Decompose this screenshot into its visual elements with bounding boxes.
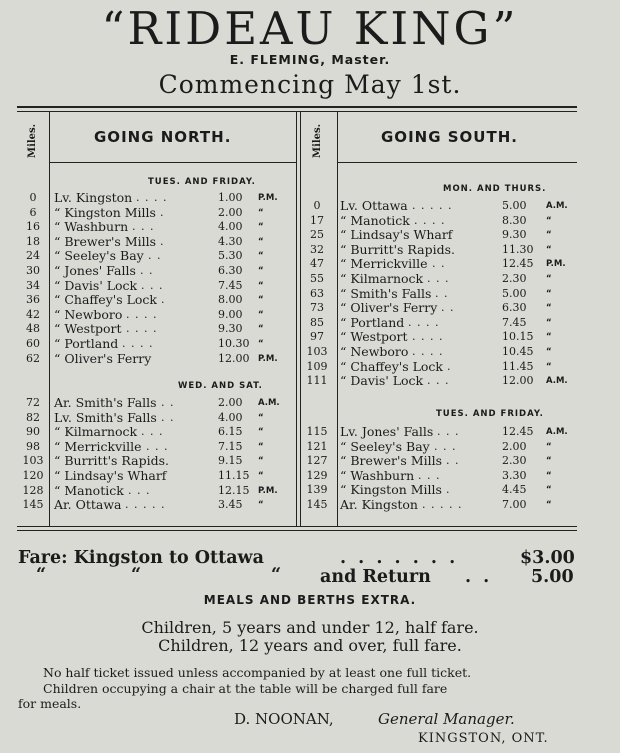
time-cell: 7.45 <box>502 315 527 329</box>
ampm-cell: “ <box>258 324 264 335</box>
miles-cell: 0 <box>29 191 37 204</box>
leader-dots: . . . <box>418 468 441 482</box>
leader-dots: . . . <box>146 439 169 453</box>
ampm-cell: “ <box>546 244 552 255</box>
heading-underline-north <box>49 162 296 163</box>
table-row <box>18 337 294 352</box>
table-row <box>302 243 578 258</box>
ampm-cell: A.M. <box>546 201 568 211</box>
ship-title: “RIDEAU KING” <box>101 2 519 55</box>
table-row <box>302 214 578 229</box>
ampm-cell: “ <box>258 456 264 467</box>
time-cell: 6.30 <box>218 264 243 277</box>
table-top-rule-2 <box>17 111 577 112</box>
fare-line-1-amount: $3.00 <box>520 548 575 568</box>
leader-dots: . . . <box>128 483 151 497</box>
miles-cell: 17 <box>310 213 324 227</box>
time-cell: 11.45 <box>502 359 534 373</box>
leader-dots: . . . . <box>412 345 444 358</box>
ampm-cell: P.M. <box>258 485 278 496</box>
ampm-cell: “ <box>546 347 552 357</box>
time-cell: 9.30 <box>218 322 243 336</box>
note-half-ticket: No half ticket issued unless accompanied by at least one full ticket. <box>43 665 472 680</box>
time-cell: 7.00 <box>502 498 527 511</box>
ampm-cell: “ <box>546 230 552 241</box>
north-days-2: WED. AND SAT. <box>178 381 263 391</box>
time-cell: 2.00 <box>218 205 243 219</box>
time-cell: 7.45 <box>218 278 243 292</box>
ditto-1: “ <box>36 565 47 585</box>
fare-line-2-dots: . . <box>465 567 493 587</box>
ampm-cell: A.M. <box>546 427 568 437</box>
time-cell: 8.30 <box>502 213 527 227</box>
time-cell: 12.45 <box>502 257 534 271</box>
miles-cell: 82 <box>26 410 40 424</box>
table-row <box>302 454 578 469</box>
leader-dots: . . <box>148 249 162 263</box>
miles-cell: 129 <box>306 468 328 482</box>
station-cell: Lv. Ottawa <box>340 198 408 213</box>
leader-dots: . . . <box>132 220 155 234</box>
station-cell: “ Chaffey's Lock <box>54 292 157 308</box>
miles-cell: 36 <box>26 293 40 307</box>
ampm-cell: “ <box>258 236 264 247</box>
leader-dots: . . . <box>141 278 164 292</box>
station-cell: “ Westport <box>54 321 122 337</box>
table-row <box>302 425 578 440</box>
table-row <box>18 279 294 294</box>
children-full-fare: Children, 12 years and over, full fare. <box>158 636 462 655</box>
ampm-cell: “ <box>546 215 552 226</box>
table-row <box>18 484 294 499</box>
station-cell: “ Westport <box>340 329 408 345</box>
meals-extra: MEALS AND BERTHS EXTRA. <box>203 593 417 607</box>
miles-cell: 139 <box>306 483 328 497</box>
ampm-cell: “ <box>258 251 264 262</box>
table-row <box>302 374 578 389</box>
miles-cell: 128 <box>22 483 44 497</box>
table-row <box>18 352 294 367</box>
table-row <box>18 425 294 440</box>
leader-dots: . . . . . <box>412 199 453 212</box>
table-row <box>18 498 294 513</box>
time-cell: 9.00 <box>218 307 243 321</box>
table-row <box>302 228 578 243</box>
miles-cell: 6 <box>29 205 37 219</box>
table-row <box>18 454 294 469</box>
south-days-1: MON. AND THURS. <box>443 184 547 194</box>
station-cell: “ Kingston Mills <box>54 204 156 220</box>
leader-dots: . . . . <box>412 330 444 344</box>
ampm-cell: “ <box>546 303 552 314</box>
table-row <box>18 220 294 235</box>
time-cell: 11.30 <box>502 242 534 256</box>
table-row <box>302 257 578 272</box>
station-cell: “ Brewer's Mills <box>340 453 443 469</box>
leader-dots: . . . <box>427 374 450 388</box>
miles-cell: 121 <box>306 439 328 453</box>
table-row <box>18 206 294 221</box>
ditto-2: “ <box>131 565 142 585</box>
ampm-cell: “ <box>546 441 552 452</box>
miles-cell: 120 <box>22 469 44 482</box>
miles-cell: 24 <box>26 249 40 263</box>
master-line: E. FLEMING, Master. <box>229 52 391 67</box>
leader-dots: . <box>160 234 165 248</box>
station-cell: Lv. Kingston <box>54 190 133 205</box>
station-cell: “ Chaffey's Lock <box>340 358 443 374</box>
time-cell: 12.00 <box>218 351 250 365</box>
leader-dots: . . . <box>437 425 460 438</box>
miles-cell: 25 <box>310 228 324 242</box>
station-cell: “ Merrickville <box>54 438 142 454</box>
commencing-date: Commencing May 1st. <box>158 70 462 99</box>
time-cell: 5.00 <box>502 199 527 212</box>
miles-header-north: Miles. <box>27 123 38 158</box>
fare-line-2-label: and Return <box>320 567 431 587</box>
miles-cell: 63 <box>310 286 324 300</box>
miles-cell: 0 <box>313 199 321 212</box>
ampm-cell: A.M. <box>258 398 280 408</box>
ampm-cell: “ <box>258 427 264 438</box>
table-row <box>302 469 578 484</box>
station-cell: “ Davis' Lock <box>54 277 138 293</box>
leader-dots: . . . . <box>126 307 158 321</box>
time-cell: 5.00 <box>502 286 527 300</box>
manager-title: General Manager. <box>378 710 515 728</box>
ampm-cell: “ <box>258 441 264 452</box>
manager-name: D. NOONAN, <box>234 710 334 728</box>
time-cell: 2.00 <box>218 396 243 409</box>
miles-cell: 73 <box>310 301 324 315</box>
table-row <box>18 440 294 455</box>
station-cell: “ Burritt's Rapids. <box>54 453 169 469</box>
time-cell: 6.30 <box>502 301 527 315</box>
leader-dots: . . . <box>434 439 457 453</box>
table-row <box>18 322 294 337</box>
station-cell: “ Manotick <box>54 482 124 498</box>
time-cell: 3.30 <box>502 468 527 482</box>
leader-dots: . . . . <box>122 337 154 350</box>
time-cell: 4.30 <box>218 234 243 248</box>
time-cell: 10.15 <box>502 330 534 344</box>
table-row <box>18 469 294 484</box>
heading-underline-south <box>337 162 577 163</box>
table-row <box>302 330 578 345</box>
leader-dots: . . . . . <box>125 498 166 512</box>
miles-cell: 42 <box>26 307 40 321</box>
station-cell: “ Portland <box>340 314 405 330</box>
station-cell: Ar. Ottawa <box>54 497 122 513</box>
miles-cell: 98 <box>26 439 40 453</box>
station-cell: “ Lindsay's Wharf <box>340 227 453 243</box>
table-row <box>302 360 578 375</box>
ampm-cell: “ <box>546 274 552 284</box>
ampm-cell: “ <box>546 332 552 343</box>
table-row <box>18 249 294 264</box>
leader-dots: . . . . . <box>422 498 463 511</box>
ampm-cell: “ <box>546 485 552 496</box>
station-cell: “ Brewer's Mills <box>54 233 157 249</box>
station-cell: “ Davis' Lock <box>340 373 424 389</box>
station-cell: “ Seeley's Bay <box>340 438 430 454</box>
table-top-rule-1 <box>17 106 577 108</box>
miles-cell: 145 <box>22 498 44 512</box>
station-cell: “ Jones' Falls <box>54 263 136 278</box>
table-row <box>302 440 578 455</box>
ampm-cell: “ <box>258 280 264 291</box>
going-north-heading: GOING NORTH. <box>94 128 232 146</box>
ampm-cell: “ <box>546 361 552 372</box>
time-cell: 11.15 <box>218 469 250 482</box>
table-row <box>18 293 294 308</box>
time-cell: 12.45 <box>502 425 534 438</box>
ampm-cell: A.M. <box>546 376 568 387</box>
station-cell: “ Lindsay's Wharf <box>54 468 167 483</box>
leader-dots: . . . . <box>126 322 158 336</box>
ampm-cell: “ <box>546 317 552 328</box>
station-cell: “ Kilmarnock <box>340 271 424 286</box>
leader-dots: . . <box>446 454 460 468</box>
time-cell: 9.15 <box>218 454 243 468</box>
table-row <box>18 308 294 323</box>
miles-cell: 103 <box>22 454 44 468</box>
fare-line-2-amount: 5.00 <box>531 567 574 587</box>
miles-cell: 48 <box>26 322 40 336</box>
time-cell: 4.00 <box>218 410 243 424</box>
leader-dots: . <box>160 205 165 219</box>
ampm-cell: “ <box>258 222 264 233</box>
station-cell: “ Washburn <box>340 467 415 483</box>
north-days-1: TUES. AND FRIDAY. <box>148 177 256 187</box>
time-cell: 4.00 <box>218 220 243 234</box>
leader-dots: . . <box>161 396 175 409</box>
station-cell: “ Newboro <box>54 306 123 322</box>
table-row <box>18 264 294 279</box>
ampm-cell: “ <box>258 295 264 306</box>
time-cell: 2.30 <box>502 454 527 468</box>
station-cell: “ Seeley's Bay <box>54 248 144 264</box>
miles-cell: 18 <box>26 234 40 248</box>
station-cell: “ Oliver's Ferry <box>54 350 152 366</box>
fare-line-1-label: Fare: Kingston to Ottawa <box>18 548 264 568</box>
station-cell: “ Kilmarnock <box>54 424 138 440</box>
miles-cell: 111 <box>306 374 328 388</box>
miles-cell: 62 <box>26 351 40 365</box>
ampm-cell: P.M. <box>546 259 566 270</box>
manager-location: KINGSTON, ONT. <box>418 731 549 746</box>
miles-cell: 103 <box>306 345 328 358</box>
ampm-cell: “ <box>258 412 264 423</box>
time-cell: 4.45 <box>502 483 527 497</box>
miles-cell: 32 <box>310 242 324 256</box>
table-row <box>302 483 578 498</box>
leader-dots: . <box>447 359 452 373</box>
fare-line-1-dots: . . . . . . . <box>340 548 459 568</box>
ampm-cell: “ <box>546 288 552 299</box>
time-cell: 12.00 <box>502 374 534 388</box>
table-row <box>302 287 578 302</box>
station-cell: “ Manotick <box>340 212 410 228</box>
ampm-cell: “ <box>258 207 264 218</box>
leader-dots: . . <box>432 257 446 271</box>
ampm-cell: “ <box>546 456 552 467</box>
ampm-cell: P.M. <box>258 193 278 203</box>
table-row <box>302 498 578 513</box>
leader-dots: . . . . <box>408 315 440 329</box>
table-row <box>302 316 578 331</box>
miles-cell: 127 <box>306 454 328 468</box>
time-cell: 1.00 <box>218 191 243 204</box>
station-cell: Ar. Kingston <box>340 497 418 512</box>
miles-header-south: Miles. <box>312 123 323 158</box>
leader-dots: . . <box>140 264 154 277</box>
miles-cell: 109 <box>306 359 328 373</box>
table-row <box>302 199 578 214</box>
miles-cell: 30 <box>26 264 40 277</box>
time-cell: 2.30 <box>502 272 527 285</box>
time-cell: 7.15 <box>218 439 243 453</box>
table-row <box>302 301 578 316</box>
note-chair: Children occupying a chair at the table will be charged full fare <box>43 681 448 696</box>
table-row <box>18 191 294 206</box>
miles-cell: 115 <box>306 425 328 438</box>
station-cell: “ Merrickville <box>340 256 428 272</box>
time-cell: 6.15 <box>218 425 243 439</box>
station-cell: “ Kingston Mills <box>340 482 442 498</box>
leader-dots: . . . <box>141 425 164 439</box>
miles-cell: 145 <box>306 498 328 511</box>
miles-cell: 97 <box>310 330 324 344</box>
station-cell: Lv. Smith's Falls <box>54 409 157 425</box>
table-bottom-rule-2 <box>17 530 577 531</box>
going-south-heading: GOING SOUTH. <box>381 128 518 146</box>
table-row <box>302 272 578 287</box>
ampm-cell: “ <box>546 500 552 510</box>
station-cell: Ar. Smith's Falls <box>54 395 157 410</box>
time-cell: 10.30 <box>218 337 250 350</box>
ampm-cell: “ <box>258 500 264 511</box>
leader-dots: . . <box>161 410 175 424</box>
station-cell: “ Washburn <box>54 219 129 235</box>
miles-cell: 47 <box>310 257 324 271</box>
station-cell: “ Oliver's Ferry <box>340 300 438 316</box>
miles-cell: 72 <box>26 396 40 409</box>
center-divider-2 <box>300 112 301 526</box>
ampm-cell: “ <box>258 339 264 349</box>
station-cell: “ Portland <box>54 336 119 351</box>
ampm-cell: P.M. <box>258 353 278 364</box>
table-row <box>302 345 578 360</box>
time-cell: 8.00 <box>218 293 243 307</box>
miles-cell: 60 <box>26 337 40 350</box>
station-cell: “ Smith's Falls <box>340 285 432 301</box>
time-cell: 2.00 <box>502 439 527 453</box>
leader-dots: . <box>446 483 451 497</box>
station-cell: Lv. Jones' Falls <box>340 424 434 439</box>
station-cell: “ Burritt's Rapids. <box>340 241 455 257</box>
leader-dots: . . . <box>427 272 450 285</box>
leader-dots: . . . . <box>414 213 446 227</box>
miles-cell: 85 <box>310 315 324 329</box>
children-half-fare: Children, 5 years and under 12, half fare. <box>141 618 479 637</box>
south-days-2: TUES. AND FRIDAY. <box>436 409 544 419</box>
table-row <box>18 411 294 426</box>
station-cell: “ Newboro <box>340 344 409 359</box>
time-cell: 10.45 <box>502 345 534 358</box>
ampm-cell: “ <box>258 309 264 320</box>
table-row <box>18 235 294 250</box>
time-cell: 9.30 <box>502 228 527 242</box>
table-bottom-rule <box>17 526 577 527</box>
ampm-cell: “ <box>546 470 552 481</box>
leader-dots: . . <box>441 301 455 315</box>
ditto-3: “ <box>271 565 282 585</box>
leader-dots: . . <box>435 286 449 300</box>
time-cell: 5.30 <box>218 249 243 263</box>
leader-dots: . . . . <box>136 191 168 204</box>
time-cell: 3.45 <box>218 498 243 512</box>
ampm-cell: “ <box>258 471 264 481</box>
note-meals: for meals. <box>18 696 82 711</box>
ampm-cell: “ <box>258 266 264 276</box>
table-row <box>18 396 294 411</box>
center-divider-1 <box>296 112 297 526</box>
miles-cell: 16 <box>26 220 40 234</box>
time-cell: 12.15 <box>218 483 250 497</box>
leader-dots: . <box>161 293 166 307</box>
miles-cell: 90 <box>26 425 40 439</box>
miles-cell: 55 <box>310 272 324 285</box>
miles-cell: 34 <box>26 278 40 292</box>
